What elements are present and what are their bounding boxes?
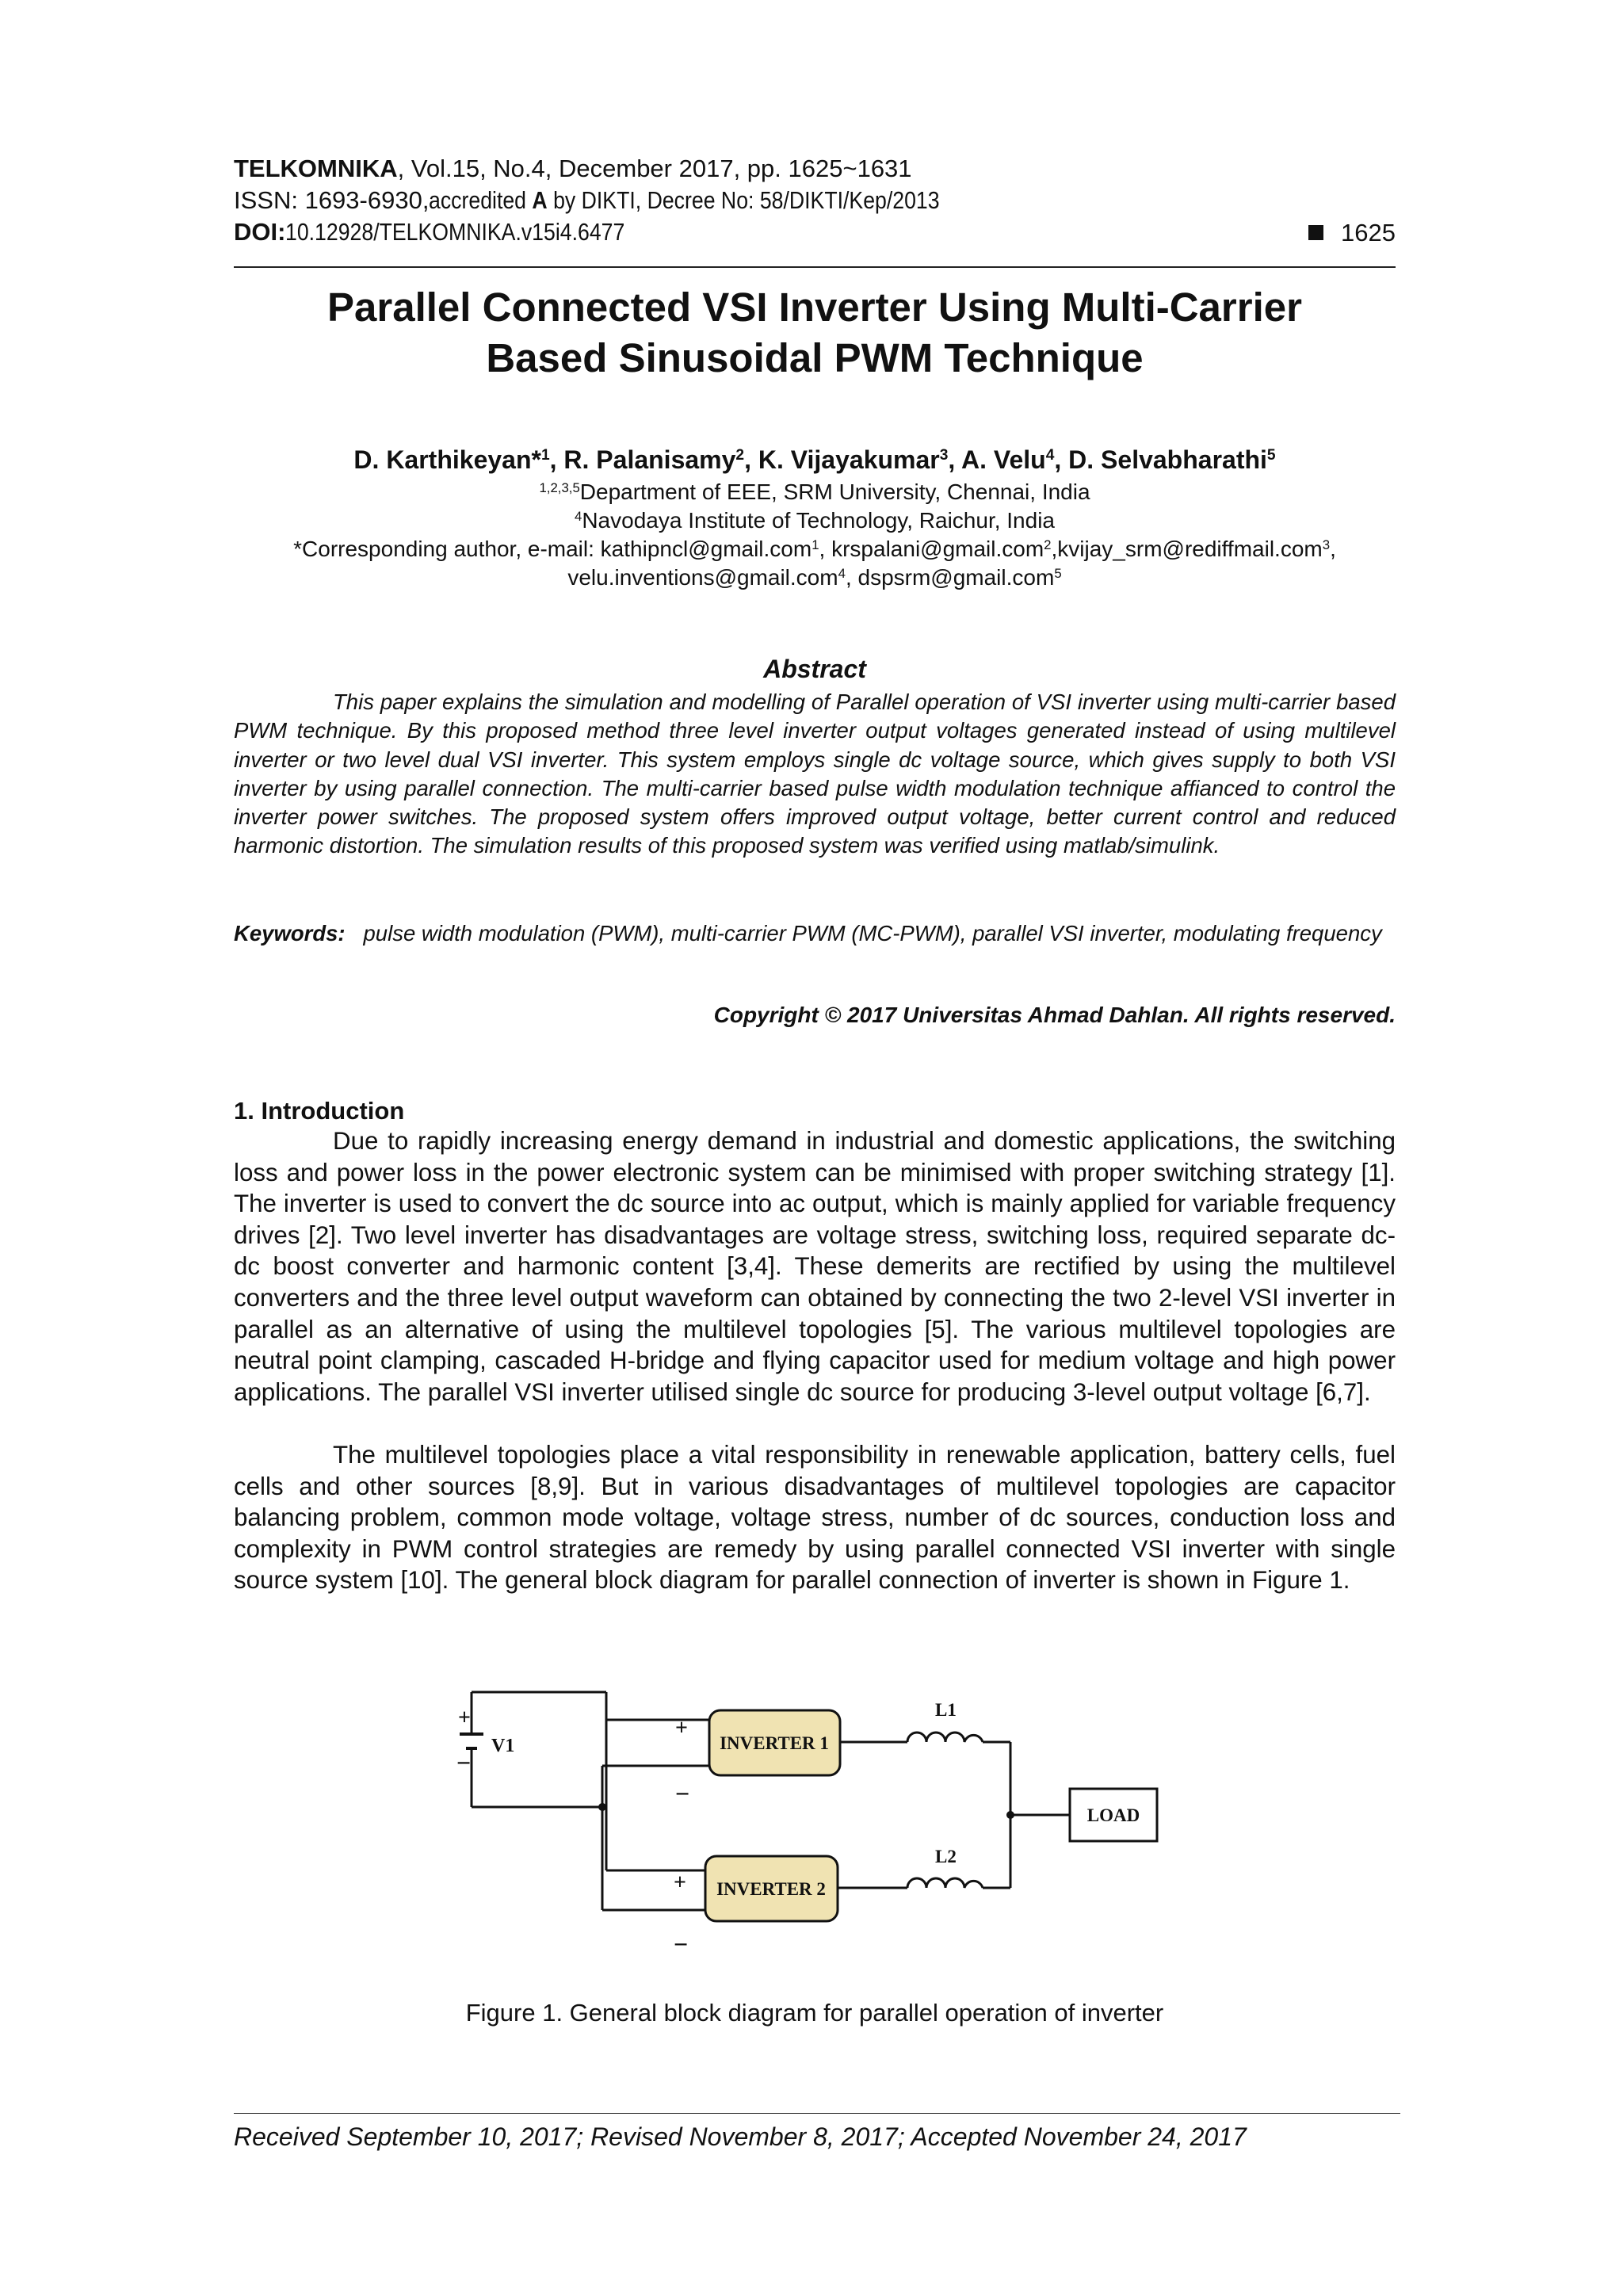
email-5: , dspsrm@gmail.com xyxy=(845,565,1055,590)
keywords-text: pulse width modulation (PWM), multi-carrier PWM (MC-PWM), parallel VSI inverter, modulating frequency xyxy=(363,921,1382,946)
corresponding-emails-2 xyxy=(158,563,1471,592)
volume-info: , Vol.15, No.4, December 2017, pp. 1625~1631 xyxy=(397,155,912,182)
affiliation-2-text: Navodaya Institute of Technology, Raichur, India xyxy=(582,508,1055,533)
author-5: , D. Selvabharathi xyxy=(1054,445,1267,474)
inductor-l2-label: L2 xyxy=(935,1847,957,1866)
battery-plus: + xyxy=(458,1706,471,1730)
author-4-sup: 4 xyxy=(1045,447,1055,464)
email-1: *Corresponding author, e-mail: kathipncl@gmail.com xyxy=(293,537,812,561)
inverter-1-minus: − xyxy=(675,1779,690,1808)
load-label: LOAD xyxy=(1086,1805,1140,1825)
author-2: , R. Palanisamy xyxy=(549,445,736,474)
issn-label: ISSN: 1693-6930, xyxy=(234,186,430,214)
affiliation-1-sup: 1,2,3,5 xyxy=(539,479,580,495)
header-rule xyxy=(234,266,1396,268)
email-5-sup: 5 xyxy=(1054,565,1062,581)
paper-title xyxy=(234,282,1396,384)
affiliation-1-text: Department of EEE, SRM University, Chennai, India xyxy=(579,479,1090,504)
title-line-2: Based Sinusoidal PWM Technique xyxy=(486,335,1144,380)
intro-paragraph-2: The multilevel topologies place a vital responsibility in renewable application, battery cells, fuel cells and other sources [8,9]. But in various disadvantages of multilevel topologies are capacitor balancing problem, common mode voltage, voltage stress, number of dc sources, conduction loss and complexity in PWM control strategies are remedy by using parallel connected VSI inverter with single source system [10]. The general block diagram for parallel connection of inverter is shown in Figure 1. xyxy=(234,1441,1396,1595)
doi-label: DOI: xyxy=(234,218,286,246)
inverter-2-label: INVERTER 2 xyxy=(716,1879,826,1899)
abstract-text: This paper explains the simulation and modelling of Parallel operation of VSI inverter using multi-carrier based PWM technique. By this proposed method three level inverter output voltages generated instead of using multilevel inverter or two level dual VSI inverter. This system employs single dc voltage source, which gives supply to both VSI inverter by using parallel connection. The multi-carrier based pulse width modulation technique affianced to control the inverter power switches. The proposed system offers improved output voltage, better current control and reduced harmonic distortion. The simulation results of this proposed system was verified using matlab/simulink. xyxy=(234,690,1396,858)
accreditation-text xyxy=(429,187,940,214)
keywords xyxy=(234,919,1396,948)
author-3: , K. Vijayakumar xyxy=(744,445,940,474)
square-bullet-icon xyxy=(1308,225,1323,240)
email-2: , krspalani@gmail.com xyxy=(819,537,1044,561)
inverter-2-plus: + xyxy=(674,1870,686,1895)
junction-dot xyxy=(1006,1811,1014,1819)
author-3-sup: 3 xyxy=(939,447,949,464)
author-5-sup: 5 xyxy=(1266,447,1276,464)
received-dates: Received September 10, 2017; Revised November 8, 2017; Accepted November 24, 2017 xyxy=(234,2122,1247,2151)
journal-name: TELKOMNIKA xyxy=(234,155,398,182)
decree-text: by DIKTI, Decree No: 58/DIKTI/Kep/2013 xyxy=(548,186,941,214)
title-line-1: Parallel Connected VSI Inverter Using Multi-Carrier xyxy=(327,285,1302,330)
inverter-1-plus: + xyxy=(675,1716,688,1740)
page-number: 1625 xyxy=(1341,219,1396,246)
issn-line xyxy=(234,187,1023,214)
author-4: , A. Velu xyxy=(948,445,1046,474)
affiliation-2 xyxy=(158,506,1471,535)
email-4: velu.inventions@gmail.com xyxy=(567,565,838,590)
author-1-sup: 1 xyxy=(540,447,550,464)
inductor-l2-icon xyxy=(907,1878,983,1888)
email-1-sup: 1 xyxy=(812,537,819,552)
affiliation-1 xyxy=(158,478,1471,506)
author-2-sup: 2 xyxy=(735,447,745,464)
email-4-sup: 4 xyxy=(838,565,846,581)
section-heading-introduction: 1. Introduction xyxy=(234,1097,405,1125)
author-1: D. Karthikeyan* xyxy=(353,445,541,474)
journal-citation-line xyxy=(234,155,912,182)
author-list xyxy=(158,445,1471,475)
affiliation-2-sup: 4 xyxy=(574,508,582,524)
accredited-text: accredited xyxy=(429,186,533,214)
page-number-block xyxy=(1308,219,1396,247)
email-2-sup: 2 xyxy=(1044,537,1052,552)
footer-rule xyxy=(234,2113,1400,2114)
battery-minus: − xyxy=(456,1748,472,1777)
keywords-label: Keywords: xyxy=(234,921,346,946)
email-3-tail: , xyxy=(1330,537,1336,561)
intro-paragraph-1: Due to rapidly increasing energy demand in industrial and domestic applications, the switching loss and power loss in the power electronic system can be minimised with proper switching strategy [1]. The inverter is used to convert the dc source into ac output, which is mainly applied for variable frequency drives [2]. Two level inverter has disadvantages are voltage stress, switching loss, required separate dc-dc boost converter and harmonic content [3,4]. These demerits are rectified by using the multilevel converters and the three level output waveform can obtained by connecting the two 2-level VSI inverter in parallel as an alternative of using the multilevel topologies [5]. The various multilevel topologies are neutral point clamping, cascaded H-bridge and flying capacitor used for medium voltage and high power applications. The parallel VSI inverter utilised single dc source for producing 3-level output voltage [6,7]. xyxy=(234,1127,1396,1406)
doi-value: 10.12928/TELKOMNIKA.v15i4.6477 xyxy=(285,218,625,246)
inverter-2-minus: − xyxy=(674,1930,689,1958)
block-diagram-figure xyxy=(444,1672,1197,1966)
email-3-sup: 3 xyxy=(1322,537,1331,552)
copyright-notice: Copyright © 2017 Universitas Ahmad Dahlan. All rights reserved. xyxy=(713,1003,1396,1027)
accredited-grade: A xyxy=(532,186,548,214)
inductor-l1-icon xyxy=(907,1733,983,1742)
figure-caption: Figure 1. General block diagram for parallel operation of inverter xyxy=(465,1999,1164,2027)
inverter-1-label: INVERTER 1 xyxy=(720,1733,829,1753)
junction-dot xyxy=(598,1803,606,1811)
corresponding-emails xyxy=(158,535,1471,563)
battery-icon xyxy=(460,1734,483,1748)
source-label: V1 xyxy=(491,1736,515,1756)
abstract-heading: Abstract xyxy=(763,655,866,683)
inductor-l1-label: L1 xyxy=(935,1700,957,1720)
doi-line xyxy=(234,219,680,246)
email-3: ,kvijay_srm@rediffmail.com xyxy=(1051,537,1323,561)
